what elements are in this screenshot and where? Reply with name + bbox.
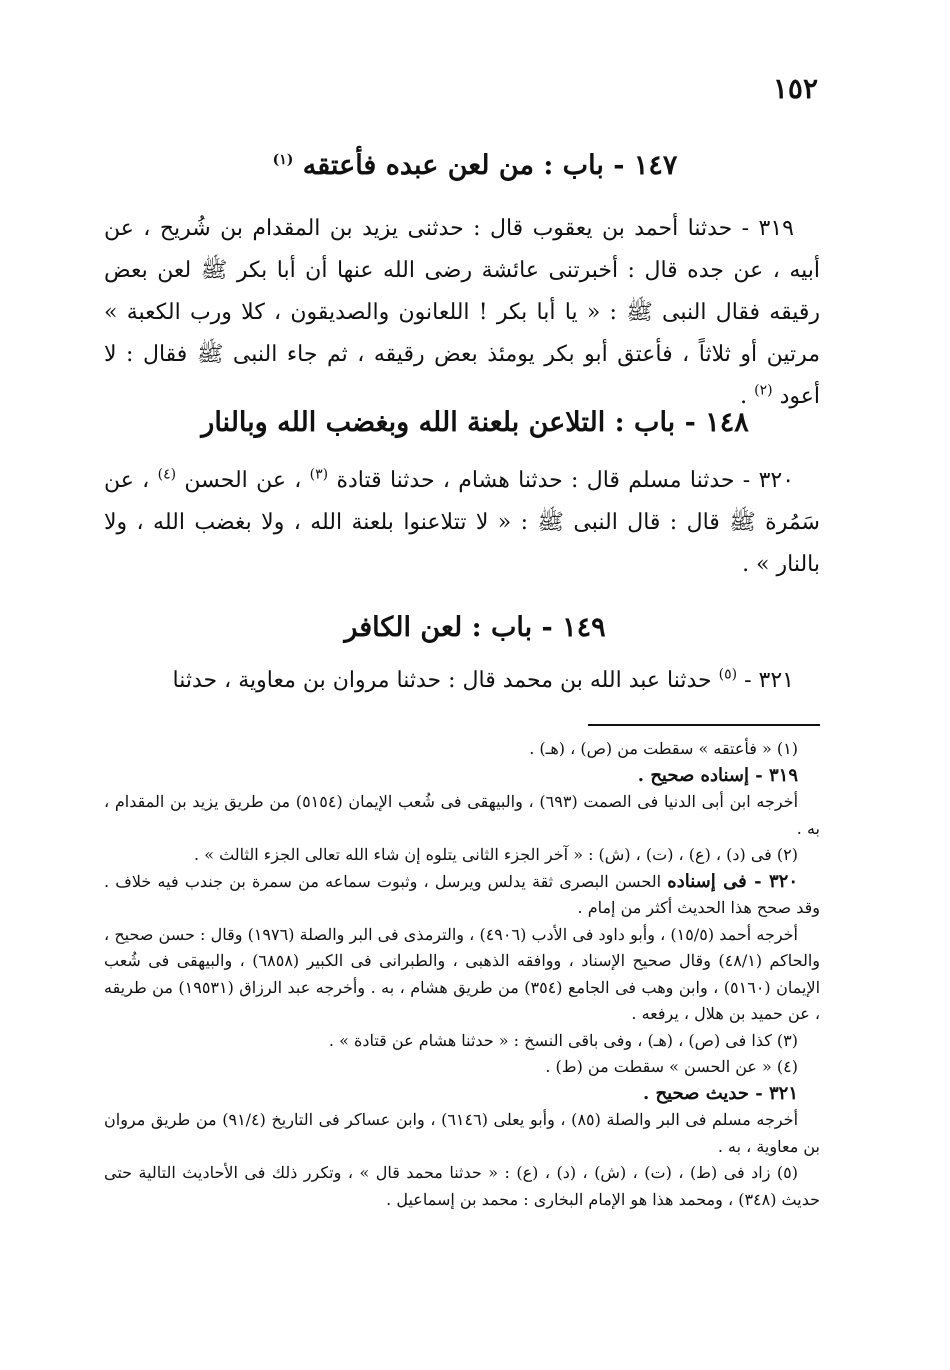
footnote-ref-5: (٥) bbox=[718, 666, 738, 683]
footnote-ref-1: (١) bbox=[272, 152, 294, 168]
footnote-5: (٥) زاد فى (ط) ، (ت) ، (ش) ، (د) ، (ع) : « حدثنا محمد قال » ، وتكرر ذلك فى الأحاديث التالية حتى حديث (٣٤٨) ، ومحمد هذا هو الإمام البخارى : محمد بن إسماعيل . bbox=[104, 1163, 820, 1209]
footnote-4: (٤) « عن الحسن » سقطت من (ط) . bbox=[545, 1057, 798, 1076]
hadith-321-text: حدثنا عبد الله بن محمد قال : حدثنا مروان بن معاوية ، حدثنا bbox=[172, 668, 712, 693]
chapter-title-149: ١٤٩ - باب : لعن الكافر bbox=[344, 612, 606, 643]
hadith-321-number: ٣٢١ - bbox=[737, 668, 794, 693]
footnote-ref-2: (٢) bbox=[754, 382, 773, 399]
grade-320 bbox=[104, 869, 820, 922]
chapter-title-147: ١٤٧ - باب : من لعن عبده فأعتقه bbox=[302, 150, 678, 181]
footnote-1: (١) « فأعتقه » سقطت من (ص) ، (هـ) . bbox=[529, 739, 798, 758]
grade-321: ٣٢١ - حديث صحيح . bbox=[642, 1082, 798, 1104]
chapter-heading-148 bbox=[120, 407, 830, 438]
hadith-319 bbox=[104, 208, 820, 418]
footnote-2: (٢) فى (د) ، (ع) ، (ت) ، (ش) : « آخر الجزء الثانى يتلوه إن شاء الله تعالى الجزء الثالث » . bbox=[194, 845, 798, 864]
hadith-319-text: ٣١٩ - حدثنا أحمد بن يعقوب قال : حدثنى يزيد بن المقدام بن شُريح ، عن أبيه ، عن جده قال : أخبرتنى عائشة رضى الله عنها أن أبا بكر ﷺ لعن بعض رقيقه فقال النبى ﷺ : « يا أبا بكر ! اللعانون والصديقون ، كلا ورب الكعبة » مرتين أو ثلاثاً ، فأعتق أبو بكر يومئذ بعض رقيقه ، ثم جاء النبى ﷺ فقال : لا أعود bbox=[104, 216, 820, 409]
footnote-separator bbox=[588, 724, 820, 726]
hadith-320-text-b: ، عن الحسن bbox=[184, 468, 302, 493]
hadith-320 bbox=[104, 460, 820, 586]
chapter-heading-149 bbox=[120, 612, 830, 643]
grade-320-label: ٣٢٠ - فى إسناده bbox=[667, 870, 798, 892]
hadith-320-text-a: ٣٢٠ - حدثنا مسلم قال : حدثنا هشام ، حدثنا قتادة bbox=[336, 468, 795, 493]
hadith-319-end: . bbox=[740, 384, 748, 409]
grade-319: ٣١٩ - إسناده صحيح . bbox=[637, 764, 798, 786]
page-number: ١٥٢ bbox=[772, 72, 818, 105]
hadith-321 bbox=[104, 660, 820, 702]
chapter-title-148: ١٤٨ - باب : التلاعن بلعنة الله وبغضب الله وبالنار bbox=[201, 407, 749, 438]
footnote-3: (٣) كذا فى (ص) ، (هـ) ، وفى باقى النسخ : « حدثنا هشام عن قتادة » . bbox=[328, 1030, 798, 1050]
hadith-320-text-c: ، عن سَمُرة ﷺ قال : قال النبى ﷺ : « لا تتلاعنوا بلعنة الله ، ولا بغضب الله ، ولا بالنار » . bbox=[104, 468, 820, 577]
footnote-ref-3: (٣) bbox=[309, 466, 329, 483]
footnotes bbox=[104, 736, 820, 1213]
takhrij-319: أخرجه ابن أبى الدنيا فى الصمت (٦٩٣) ، والبيهقى فى شُعب الإيمان (٥١٥٤) من طريق يزيد بن المقدام ، به . bbox=[104, 792, 820, 838]
footnote-ref-4: (٤) bbox=[157, 466, 177, 483]
takhrij-321: أخرجه مسلم فى البر والصلة (٨٥) ، وأبو يعلى (٦١٤٦) ، وابن عساكر فى التاريخ (٩١/٤) من طريق مروان بن معاوية ، به . bbox=[104, 1110, 820, 1156]
grade-320-text: الحسن البصرى ثقة يدلس ويرسل ، وثبوت سماعه من سمرة بن جندب فيه خلاف . وقد صحح هذا الحديث أكثر من إمام . bbox=[104, 871, 820, 917]
chapter-heading-147 bbox=[120, 150, 830, 181]
takhrij-320: أخرجه أحمد (١٥/٥) ، وأبو داود فى الأدب (٤٩٠٦) ، والترمذى فى البر والصلة (١٩٧٦) وقال : حسن صحيح ، والحاكم (٤٨/١) وقال صحيح الإسناد ، ووافقه الذهبى ، والطبرانى فى الكبير (٦٨٥٨) ، والبيهقى فى شُعب الإيمان (٥١٦٠) ، وابن وهب فى الجامع (٣٥٤) من طريق هشام ، به . وأخرجه عبد الرزاق (١٩٥٣١) من طريقه ، عن حميد بن هلال ، يرفعه . bbox=[104, 924, 821, 1023]
